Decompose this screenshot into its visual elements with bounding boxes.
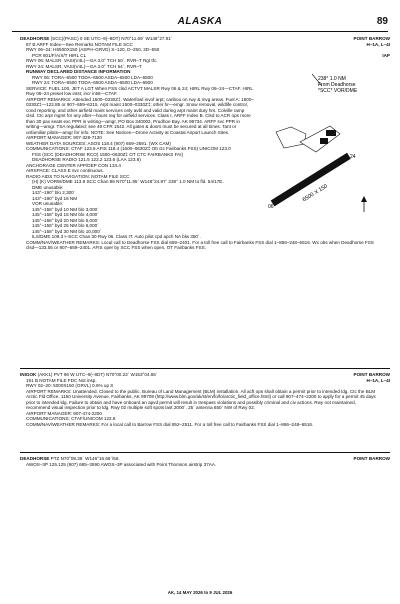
inigok-entry — [20, 372, 390, 427]
airport-elev-line: 191 B NOTAM FILE FDC Not insp. — [26, 377, 97, 383]
vor-restriction: 145°–158° byd 15 NM blo 4,000´ — [32, 212, 99, 217]
chart-region: POINT BARROW — [353, 456, 390, 461]
airport-name: DEADHORSE — [20, 36, 50, 41]
radio-info: DEADHORSE RADIO 121.5 122.2 123.6 (LAA 123.6) — [32, 157, 141, 162]
apron-area — [276, 127, 306, 148]
communications: COMMUNICATIONS: CTAF/UNICOM 122.8 — [26, 416, 116, 421]
ils-line: ILS/DME 109.3 I–SCC Chan 30 Rwy 06. Class IT. Auto pilot cpd apch NA blw 350´. — [32, 234, 201, 239]
airport-id-line: PTZ N70°08.36´ W146°16.66´/56. — [49, 456, 120, 461]
airport-id-line: (AKK1) PVT 96 W UTC–9(–8DT) N70°00.23´ W153°04.65´ — [36, 372, 158, 377]
declared-distance-title: RUNWAY DECLARED DISTANCE INFORMATION — [26, 69, 131, 74]
vor-restriction: 145°–158° byd 30 NM blo 10,000´ — [32, 228, 102, 234]
awos-line: AWOS–3P 125.125 (907) 685–3590 AWOS–3P associated with Point Thomson airstrip 37AA. — [26, 461, 217, 467]
airport-elev-line: 67 B ARFF Index—See Remarks NOTAM FILE SCC — [26, 41, 133, 47]
runway-end-24: 24 — [350, 154, 356, 160]
airport-manager: AIRPORT MANAGER: 907-328-7130 — [26, 135, 102, 140]
airport-name: INIGOK — [20, 372, 37, 377]
airport-remarks: AIRPORT REMARKS: Unattended. Closed to the public. Bureau of Land Management (BLM) installation. All acft ops shall obtain a permit prior to intended ldg. Ctc the BLM Arctic Fld Office, 1150 University Avenue, Fairbanks, AK 99709 (http://www.blm.gov/ak/st/en/fo/fo/arctic_field_office.html) or call 907–474–2200 to apply for a permit 45 days prior to intended ldg. Failure to obtain and have onboard an apvd permit will result in trespass violations and possibly criminal and civ actions. Rwy not maintained, recommend visual inspection prior to ldg. Rwy 02 multiple soft spots last 2000´. 25´ antenna 650´ NW of Rwy 02. — [26, 388, 376, 410]
vor-bearing-label: 238° 1.0 NM — [318, 76, 346, 82]
north-arrow-head-icon — [361, 196, 367, 202]
state-title: ALASKA — [177, 16, 223, 27]
runway-24-line: RWY 24: MALSR. VASI(V4L)—GA 3.0° TCH 54´. RVR–T — [26, 63, 142, 69]
communications: COMMUNICATIONS: CTAF 123.6 AFIS 118.4 (1500–0630Z‡ Ott ctc Fairbanks FSS) UNICOM 123.0 — [26, 146, 231, 151]
building — [320, 138, 328, 144]
page-number: 89 — [376, 16, 388, 27]
dme-unusable-title: DME unusable: — [32, 184, 64, 190]
vor-restriction: 145°–158° byd 20 NM blo 5,000´ — [32, 217, 99, 223]
navaids-title: RADIO AIDS TO NAVIGATION: NOTAM FILE SCC. — [26, 173, 131, 179]
comm-nav-remarks: COMM/NAV/WEATHER REMARKS: For a local call to Barrow FSS dial 852–2511. For a toll free call to Fairbanks FSS dial 1–866–248–6516. — [26, 421, 314, 427]
runway-end-06: 06 — [268, 204, 274, 210]
entry-divider — [20, 368, 390, 369]
entry-divider — [20, 452, 390, 453]
runway-line: RWY 06–24: H6500X150 (ASPH–GRVD) S–120, D–250, 2D–550 — [26, 47, 160, 52]
chart-refs: H–1A, L–4I — [366, 42, 390, 47]
vor-unusable-title: VOR unusable: — [32, 201, 64, 206]
airport-manager: AIRPORT MANAGER: 907-474-2200 — [26, 410, 102, 416]
building — [326, 130, 336, 136]
service-text: SERVICE: FUEL 100, JET A LGT When FSS clsd ACTVT MALSR Rwy 06 & 24; HIRL Rwy 06–24—CTAF. HIRL Rwy 06–24 preset low intst; incr intst—CTAF. — [26, 85, 253, 96]
runway-line: RWY 02–20: 5000X150 (GRVL) 0.6% up S — [26, 383, 114, 388]
declared-distance-06: RWY 06: TORA–6500 TODA–6500 ASDA–6500 LDA–6500 — [32, 74, 153, 80]
vor-from-label: From Deadhorse — [318, 82, 356, 88]
airport-id-line: (SCC)(PASC) 0 SE UTC–9(–8DT) N70°11.69´ W148°27.91´ — [49, 36, 173, 41]
runway-dimension-label: 6500 X 150 — [301, 183, 329, 204]
app-dep-control: ANCHORAGE CENTER APP/DEP CON 134.4 — [26, 162, 121, 168]
comm-nav-remarks: COMM/NAV/WEATHER REMARKS: Local call to Deadhorse FSS dial 659–2401. For a toll free call to Fairbanks FSS dial 1–866–248–6516. Wx obs when Deadhorse FSS clsd—133.55 or 907–659–2401. AFIS oper by SCC FSS when open, OT Fairbanks FSS. — [26, 239, 374, 250]
chart-refs: H–1A, L–4I — [366, 378, 390, 383]
dme-restriction: 143°–190° byd 16 NM — [32, 195, 78, 201]
vor-restriction: 145°–158° byd 25 NM blo 6,000´ — [32, 223, 99, 228]
chart-region: POINT BARROW — [353, 36, 390, 41]
deadhorse-awos-entry — [20, 456, 390, 467]
weather-sources: WEATHER DATA SOURCES: ASOS 118.4 (907) 659–2591. (WX CAM) — [26, 140, 171, 146]
iap-tag: IAP — [382, 53, 390, 58]
header-rule — [12, 31, 388, 32]
dme-restriction: 143°–190° blo 2,300´ — [32, 190, 76, 195]
airport-name: DEADHORSE — [20, 456, 50, 461]
vor-dme-line: (H) (K) VORW/DME 113.9 SCC Chan 86 N70°11.95´ W148°24.97´ 238° 1.0 NM to fld. 54/17E. — [32, 179, 224, 184]
airspace: AIRSPACE: CLASS E svc continuous. — [26, 168, 104, 173]
runway-06-line: RWY 06: MALSR. VASI(V4L)—GA 3.0° TCH 50´. RVR–T Rgt tfc. — [26, 58, 158, 63]
page-header — [12, 16, 388, 28]
runway-strength: PCR 801/F/A/X/T HIRL CL — [32, 52, 87, 58]
declared-distance-24: RWY 24: TORA–6500 TODA–6500 ASDA–6500 LDA–6500 — [32, 80, 153, 85]
fss-info: FSS (SCC (DEADHORSE RCO) 1500–0630Z‡ OT CTC FAIRBANKS FAI) — [32, 151, 184, 157]
airport-diagram — [256, 72, 376, 222]
vor-restriction: 145°–158° byd 10 NM blo 3,000´ — [32, 206, 99, 212]
page-footer: AK, 14 MAY 2026 to 9 JUL 2026 — [167, 590, 233, 595]
chart-region: POINT BARROW — [353, 372, 390, 377]
vor-name-label: *SCC* VOR/DME — [318, 88, 358, 94]
airport-remarks: AIRPORT REMARKS: Attended 1500–0330Z‡. Waterfowl invof arpt; caribou on rwy & mvg areas. Fuel A: 1500–0330Z‡—122.85 or 907–659–6215. Arpt maint 1500–0330Z‡; other hr—emgr. Snow removal, wildlife control, cond reporting, and other airfield maint services only avbl and valid during arpt maint duty hrs. Colville ramp clsd. Ctc arpt mgmt for any after—hours req for airfield services. Class I, ARFF Index B. Clsd to ACR ops more than 30 pax seats exc PPR in writing—amgr, PO Box 340002, Prudhoe Bay, AK 99734. ARFF svc PPR in writing—amgr. TSA regulated; see 49 CFR 1542. All gates & doors must be secured at all times. Tant or unfamiliar pilots—amgr for info. NOTE: See Notices—Drone Activity at Coastal Airport Launch Sites. — [26, 96, 254, 135]
